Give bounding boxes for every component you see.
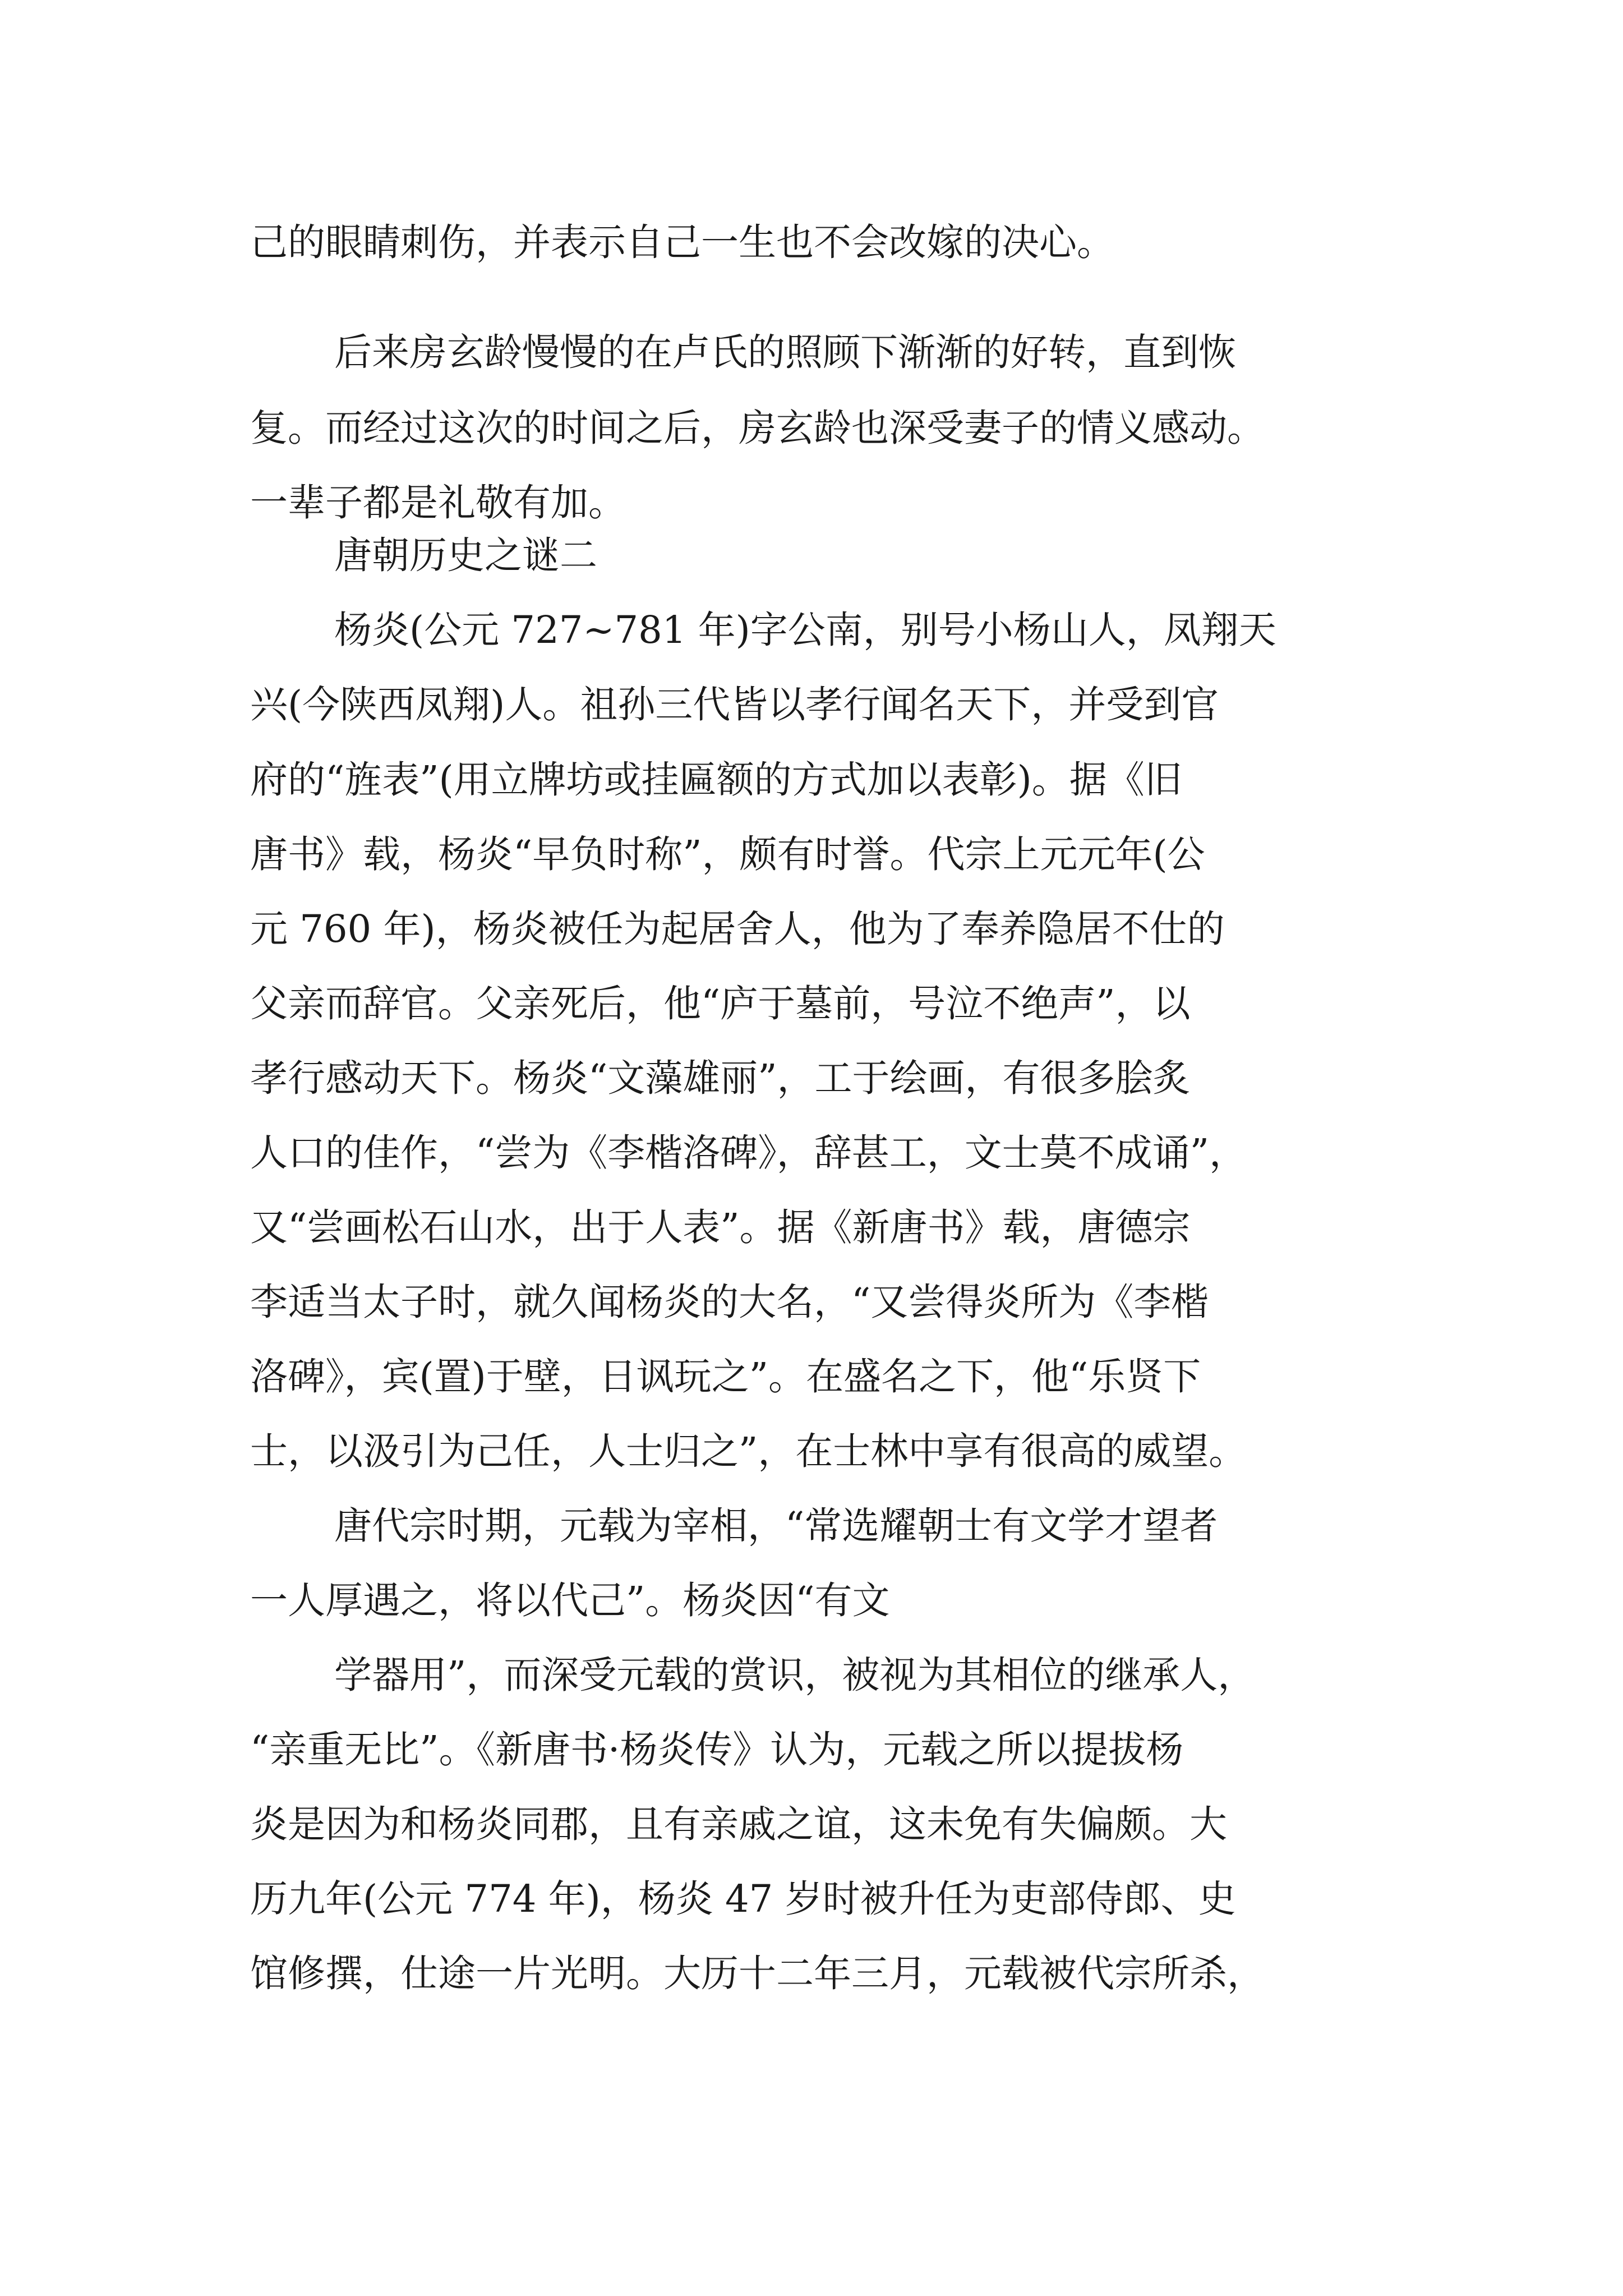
text-line: 府的“旌表”(用立牌坊或挂匾额的方式加以表彰)。据《旧 [250, 758, 1182, 802]
text-line: 唐代宗时期，元载为宰相，“常选耀朝士有文学才望者 [334, 1504, 1218, 1548]
text-line: 炎是因为和杨炎同郡，且有亲戚之谊，这未免有失偏颇。大 [250, 1802, 1227, 1846]
text-line: 孝行感动天下。杨炎“文藻雄丽”，工于绘画，有很多脍炙 [250, 1056, 1191, 1100]
text-line: 复。而经过这次的时间之后，房玄龄也深受妻子的情义感动。 [250, 406, 1265, 450]
text-line: 李适当太子时，就久闻杨炎的大名，“又尝得炎所为《李楷 [250, 1280, 1209, 1324]
text-line: 一辈子都是礼敬有加。 [250, 481, 626, 524]
text-line: 后来房玄龄慢慢的在卢氏的照顾下渐渐的好转，直到恢 [334, 330, 1236, 374]
text-line: 历九年(公元 774 年)，杨炎 47 岁时被升任为吏部侍郎、史 [250, 1877, 1236, 1921]
text-line: 唐书》载，杨炎“早负时称”，颇有时誉。代宗上元元年(公 [250, 832, 1205, 876]
text-line: 学器用”，而深受元载的赏识，被视为其相位的继承人， [334, 1653, 1256, 1697]
text-line: 馆修撰，仕途一片光明。大历十二年三月，元载被代宗所杀， [250, 1952, 1265, 1995]
text-line: 士，以汲引为己任，人士归之”，在士林中享有很高的威望。 [250, 1429, 1247, 1473]
text-line: 又“尝画松石山水，出于人表”。据《新唐书》载，唐德宗 [250, 1205, 1191, 1249]
text-line: 洛碑》，宾(置)于壁，日讽玩之”。在盛名之下，他“乐贤下 [250, 1355, 1201, 1398]
text-line: 元 760 年)，杨炎被任为起居舍人，他为了奉养隐居不仕的 [250, 907, 1225, 951]
text-line: 父亲而辞官。父亲死后，他“庐于墓前，号泣不绝声”，以 [250, 982, 1191, 1025]
text-line: 己的眼睛刺伤，并表示自己一生也不会改嫁的决心。 [250, 220, 1114, 264]
text-line: 人口的佳作，“尝为《李楷洛碑》，辞甚工，文士莫不成诵”， [250, 1131, 1247, 1175]
text-line: 兴(今陕西凤翔)人。祖孙三代皆以孝行闻名天下，并受到官 [250, 683, 1219, 726]
text-line: 一人厚遇之，将以代己”。杨炎因“有文 [250, 1579, 890, 1622]
text-line: 杨炎(公元 727~781 年)字公南，别号小杨山人，凤翔天 [334, 608, 1276, 652]
section-heading: 唐朝历史之谜二 [334, 533, 597, 577]
text-line: “亲重无比”。《新唐书·杨炎传》认为，元载之所以提拔杨 [250, 1728, 1184, 1772]
